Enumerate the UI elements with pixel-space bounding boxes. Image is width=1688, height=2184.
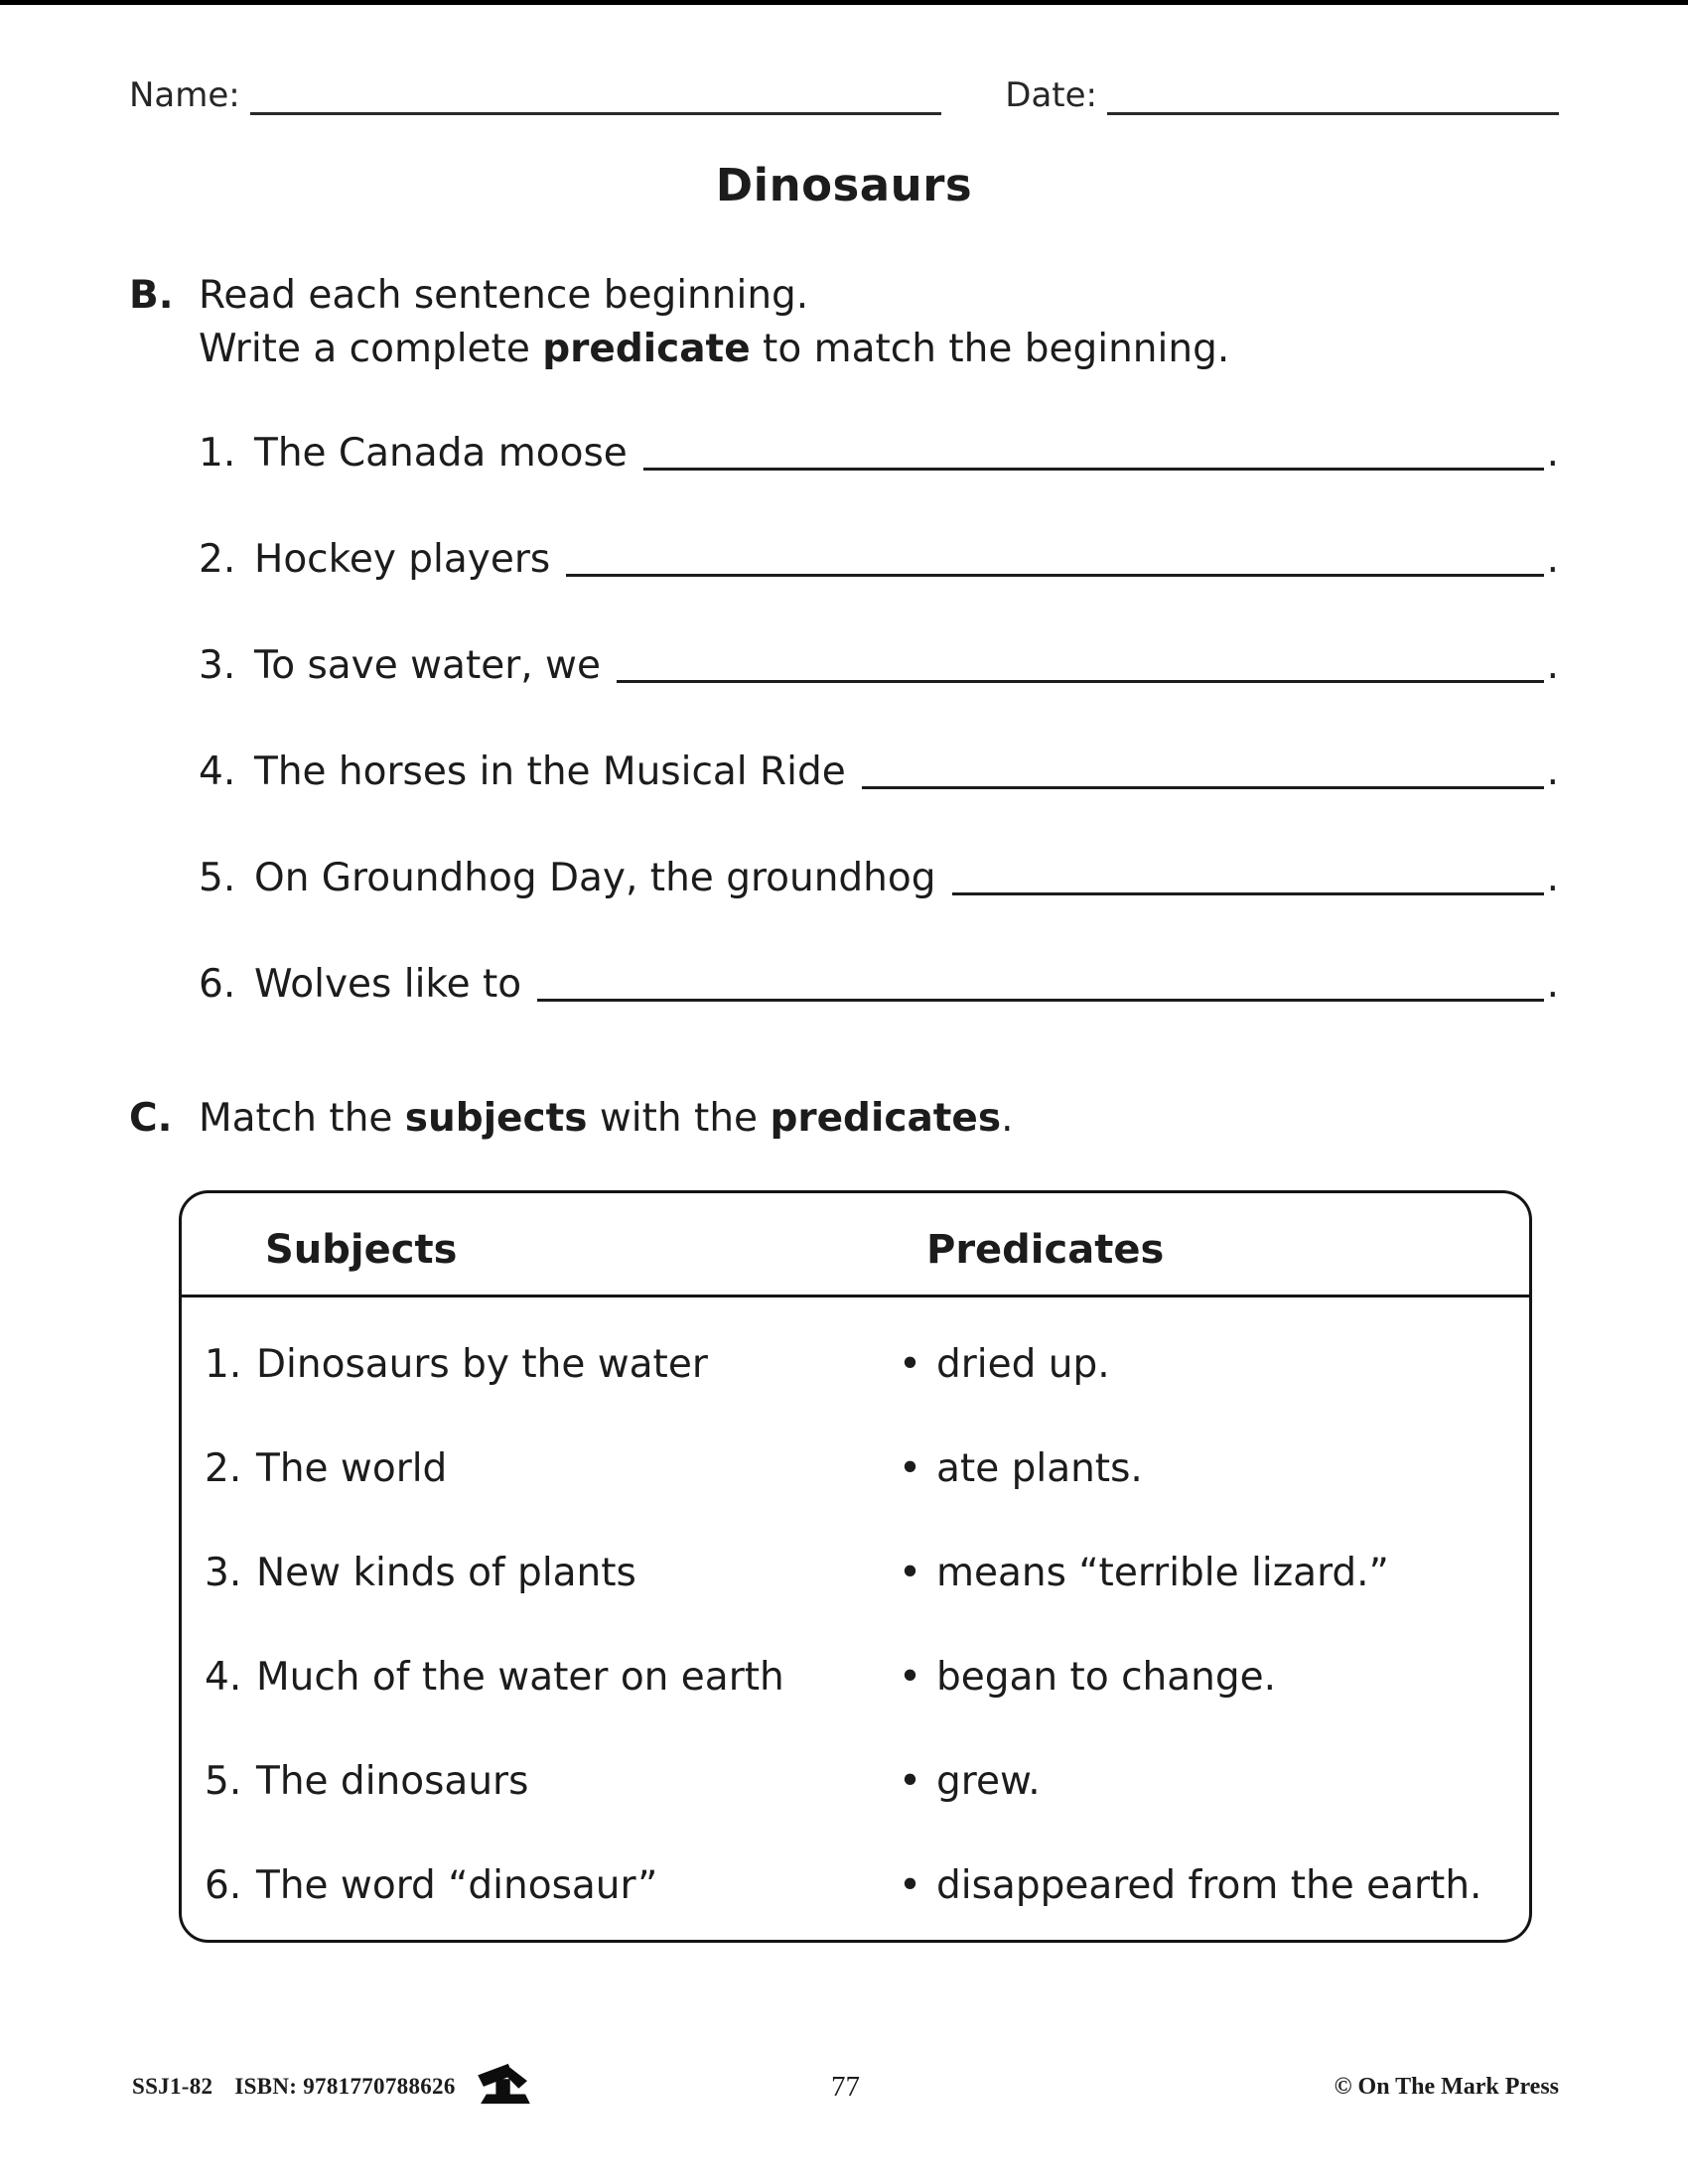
subjects-column-header: Subjects: [265, 1227, 458, 1274]
fill-in-item-4: [199, 749, 1559, 796]
fill-in-items-list: [199, 430, 1559, 1009]
footer-publication-info: [132, 2062, 533, 2112]
page-footer: [132, 2057, 1559, 2116]
item-number: 6.: [199, 961, 236, 1007]
answer-blank-line: [952, 892, 1544, 895]
predicate-cell: [899, 1445, 1509, 1493]
page-top-edge: [0, 0, 1688, 5]
section-b-header: [129, 269, 1559, 376]
predicate-text: dried up.: [936, 1342, 1110, 1388]
row-number: 2.: [205, 1446, 242, 1492]
match-row-3: [205, 1550, 1509, 1597]
predicate-text: means “terrible lizard.”: [936, 1551, 1389, 1596]
instruction-bold-word: predicate: [542, 326, 751, 371]
instruction-text: Match the: [199, 1095, 405, 1141]
isbn-text: ISBN: 9781770788626: [234, 2074, 456, 2099]
predicate-cell: [899, 1341, 1509, 1389]
section-b-instruction-line-2: [199, 323, 1229, 376]
sentence-beginning: The horses in the Musical Ride: [254, 749, 846, 794]
date-label: Date:: [1005, 75, 1097, 115]
answer-blank-line: [643, 468, 1544, 471]
matching-table-rows: [182, 1297, 1529, 1940]
answer-blank-line: [566, 574, 1543, 577]
page-title: Dinosaurs: [715, 159, 973, 211]
row-number: 5.: [205, 1759, 242, 1805]
bullet-marker: •: [899, 1655, 922, 1701]
predicate-cell: [899, 1758, 1509, 1806]
predicate-cell: [899, 1550, 1509, 1597]
predicate-cell: [899, 1862, 1509, 1910]
predicate-text: disappeared from the earth.: [936, 1863, 1482, 1909]
instruction-text: to match the beginning.: [750, 326, 1230, 371]
match-row-2: [205, 1445, 1509, 1493]
sentence-beginning: To save water, we: [254, 642, 601, 688]
instruction-bold-word: subjects: [404, 1095, 588, 1141]
sentence-beginning: Hockey players: [254, 536, 551, 582]
sentence-beginning: Wolves like to: [254, 961, 522, 1007]
name-blank-line: [250, 73, 942, 115]
answer-blank-line: [537, 999, 1543, 1002]
trailing-period: .: [1546, 642, 1559, 688]
item-number: 1.: [199, 430, 236, 476]
matching-table: [179, 1190, 1532, 1943]
answer-blank-line: [617, 680, 1544, 683]
row-number: 1.: [205, 1342, 242, 1388]
subject-text: The dinosaurs: [256, 1759, 529, 1805]
subject-text: Dinosaurs by the water: [256, 1342, 708, 1388]
bullet-marker: •: [899, 1342, 922, 1388]
name-label: Name:: [129, 75, 240, 115]
fill-in-item-3: [199, 642, 1559, 690]
fill-in-item-5: [199, 855, 1559, 902]
bullet-marker: •: [899, 1759, 922, 1805]
instruction-text: .: [1001, 1095, 1014, 1141]
predicate-text: ate plants.: [936, 1446, 1143, 1492]
name-date-row: [129, 73, 1559, 115]
subject-text: New kinds of plants: [256, 1551, 636, 1596]
answer-blank-line: [862, 786, 1544, 789]
bullet-marker: •: [899, 1446, 922, 1492]
on-the-mark-press-logo-icon: [476, 2062, 533, 2112]
trailing-period: .: [1546, 430, 1559, 476]
section-b-instruction-line-1: Read each sentence beginning.: [199, 273, 809, 318]
match-row-5: [205, 1758, 1509, 1806]
item-number: 3.: [199, 642, 236, 688]
predicates-column-header: Predicates: [926, 1227, 1165, 1274]
row-number: 3.: [205, 1551, 242, 1596]
predicate-text: grew.: [936, 1759, 1041, 1805]
item-number: 2.: [199, 536, 236, 582]
sentence-beginning: The Canada moose: [254, 430, 628, 476]
subject-text: The world: [256, 1446, 448, 1492]
row-number: 4.: [205, 1655, 242, 1701]
item-number: 4.: [199, 749, 236, 794]
instruction-text: Write a complete: [199, 326, 543, 371]
trailing-period: .: [1546, 855, 1559, 900]
section-c-instructions: [199, 1092, 1013, 1146]
subject-text: Much of the water on earth: [256, 1655, 784, 1701]
section-b-instructions: [199, 269, 1229, 376]
product-code: SSJ1-82: [132, 2074, 213, 2099]
trailing-period: .: [1546, 749, 1559, 794]
matching-table-header: [182, 1193, 1529, 1297]
page-number: 77: [831, 2070, 860, 2103]
fill-in-item-6: [199, 961, 1559, 1009]
predicate-cell: [899, 1654, 1509, 1702]
instruction-text: with the: [587, 1095, 771, 1141]
match-row-6: [205, 1862, 1509, 1910]
instruction-bold-word: predicates: [770, 1095, 1002, 1141]
date-blank-line: [1107, 73, 1559, 115]
section-c-label: C.: [129, 1095, 173, 1141]
trailing-period: .: [1546, 536, 1559, 582]
match-row-4: [205, 1654, 1509, 1702]
copyright-text: © On The Mark Press: [1334, 2073, 1559, 2100]
fill-in-item-2: [199, 536, 1559, 584]
section-b-label: B.: [129, 273, 174, 318]
row-number: 6.: [205, 1863, 242, 1909]
fill-in-item-1: [199, 430, 1559, 478]
bullet-marker: •: [899, 1863, 922, 1909]
sentence-beginning: On Groundhog Day, the groundhog: [254, 855, 936, 900]
match-row-1: [205, 1341, 1509, 1389]
bullet-marker: •: [899, 1551, 922, 1596]
item-number: 5.: [199, 855, 236, 900]
predicate-text: began to change.: [936, 1655, 1277, 1701]
trailing-period: .: [1546, 961, 1559, 1007]
subject-text: The word “dinosaur”: [256, 1863, 658, 1909]
section-c-header: [129, 1092, 1559, 1146]
